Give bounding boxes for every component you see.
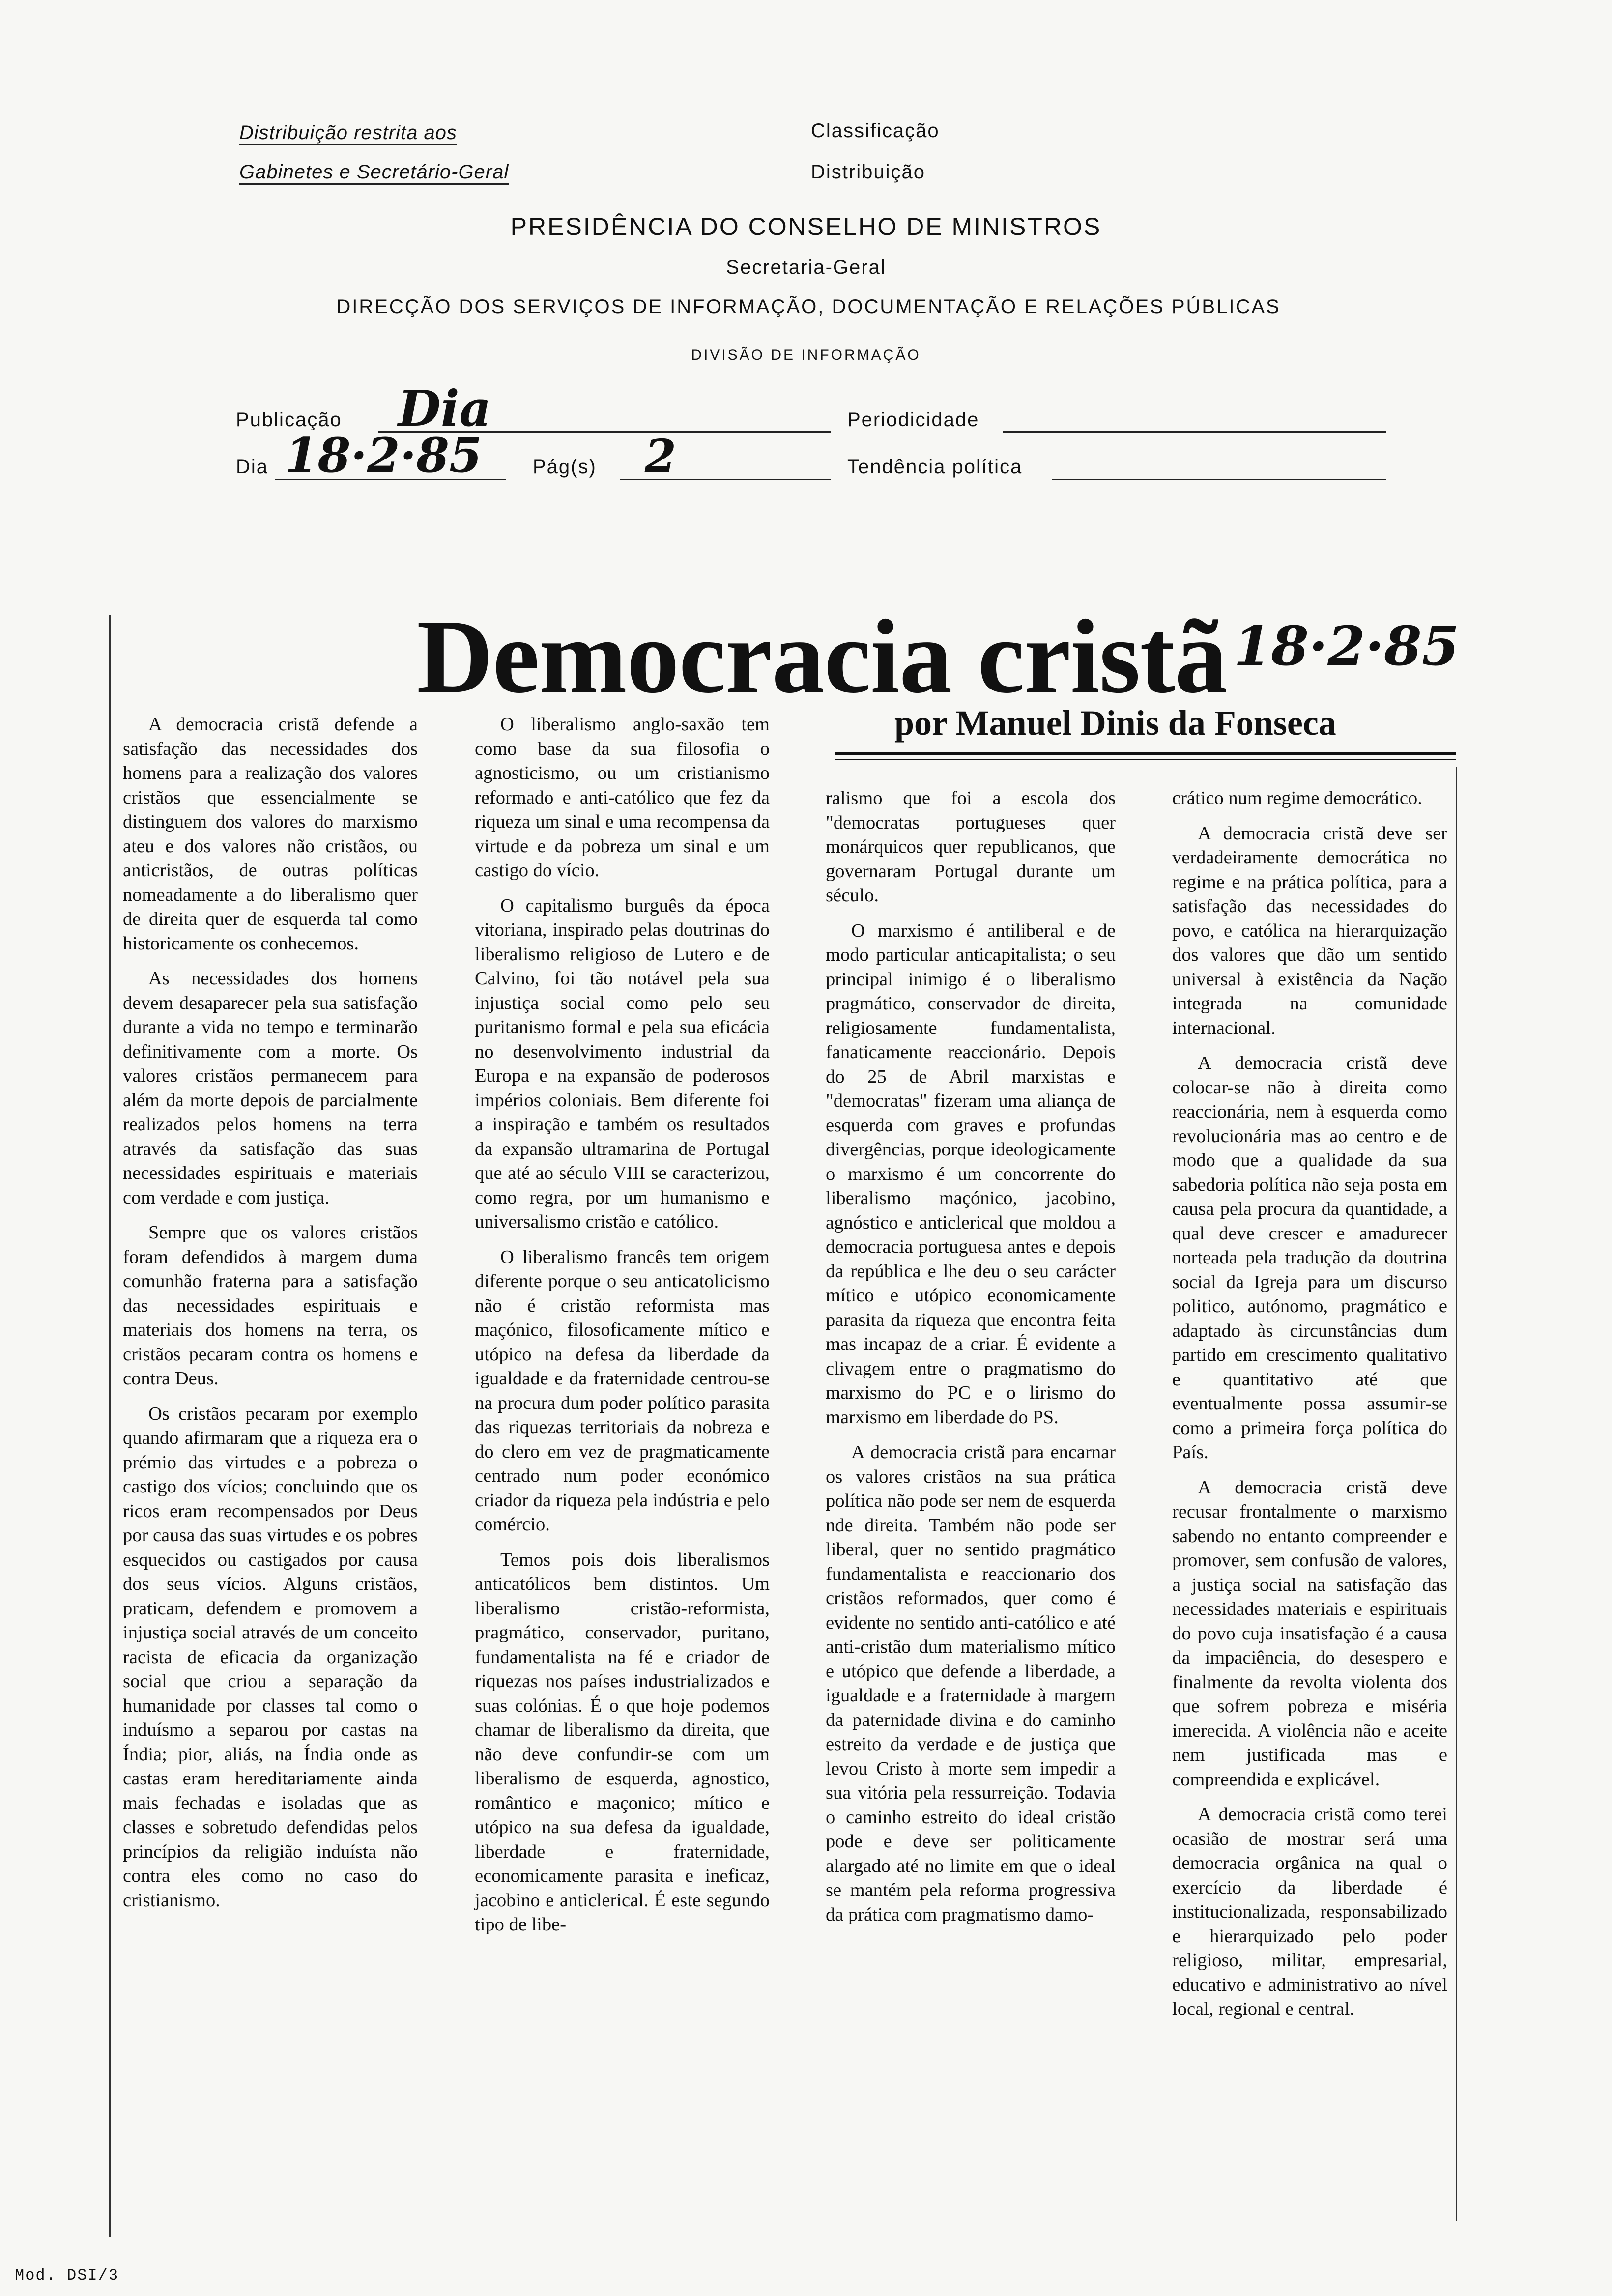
- paragraph: A democracia cristã como terei ocasião de mostrar será uma democracia orgânica na qual o exercício da liberdade é institucionalizada, responsabilizado e hierarquizado pelo poder religioso, militar, empresarial, educativo e administrativo ao nível local, regional e central.: [1172, 1804, 1447, 2019]
- restricted-distribution-line1: Distribuição restrita aos: [239, 122, 457, 145]
- paragraph: A democracia cristã deve recusar frontalmente o marxismo sabendo no entanto compreender e promover, sem confusão de valores, a justiça social na satisfação das necessidades materiais e espirituais do povo cuja insatisfação é a causa da impaciência, do desespero e finalmente da revolta violenta dos que sofrem pobreza e miséria imerecida. A violência não e aceite nem justificada mas e compreendida e explicável.: [1172, 1477, 1447, 1790]
- handwritten-date-note: 18·2·85: [1234, 614, 1460, 678]
- article-byline: por Manuel Dinis da Fonseca: [894, 703, 1336, 743]
- publication-field: [378, 379, 831, 437]
- restricted-distribution-line2: Gabinetes e Secretário-Geral: [239, 161, 509, 185]
- classification-label: Classificação: [811, 120, 940, 142]
- pages-value: 2: [645, 430, 677, 483]
- distribution-label: Distribuição: [811, 161, 925, 183]
- day-field: [275, 428, 506, 483]
- periodicity-field: [1003, 408, 1386, 433]
- paragraph: As necessidades dos homens devem desaparecer pela sua satisfação durante a vida no tempo e terminarão definitivamente com a morte. Os valores cristãos permanecem para além da morte depois de parcialmente realizados pelos homens na terra através da satisfação das suas necessidades espirituais e materiais com verdade e com justiça.: [123, 968, 418, 1208]
- paragraph: O liberalismo anglo-saxão tem como base da sua filosofia o agnosticismo, ou um cristianismo reformado e anti-católico que fez da riqueza um sinal e uma recompensa da virtude e da pobreza um sinal e um castigo do vício.: [475, 714, 770, 881]
- paragraph: A democracia cristã para encarnar os valores cristãos na sua prática política não pode ser nem de esquerda nde direita. Também não pode ser liberal, quer no sentido pragmático fundamentalista e reaccionario dos cristãos reformados, quer como é evidente no sentido anti-católico e até anti-cristão dum materialismo mítico e utópico que defende a liberdade, a igualdade e a fraternidade à margem da paternidade divina e do caminho estreito da verdade e de justiça que levou Cristo à morte sem impedir a sua vitória pela ressurreição. Todavia o caminho estreito do ideal cristão pode e deve ser politicamente alargado até no limite em que o ideal se mantém pela reforma progressiva da prática com pragmatismo damo-: [826, 1442, 1116, 1925]
- paragraph: O capitalismo burguês da época vitoriana, inspirado pelas doutrinas do liberalismo religioso de Lutero e de Calvino, foi tão notável pela sua injustiça social como pelo seu puritanismo formal e pela sua eficácia no desenvolvimento industrial da Europa e na expansão de poderosos impérios coloniais. Bem diferente foi a inspiração e também os resultados da expansão ultramarina de Portugal que até ao século VIII se caracterizou, como regra, por um humanismo e universalismo cristão e católico.: [475, 895, 770, 1232]
- paragraph: A democracia cristã deve colocar-se não à direita como reaccionária, nem à esquerda como revolucionária mas ao centro e de modo que a qualidade da sua sabedoria política não seja posta em causa pela procura da quantidade, a qual deve crescer e amadurecer norteada pela tradução da doutrina social da Igreja para um discurso politico, autónomo, pragmático e adaptado às circunstâncias dum partido em crescimento qualitativo e quantitativo até que eventualmente possa assumir-se como a primeira força política do País.: [1172, 1053, 1447, 1463]
- paragraph: O marxismo é antiliberal e de modo particular anticapitalista; o seu principal inimigo é o liberalismo pragmático, conservador de direita, religiosamente fundamentalista, fanaticamente reaccionário. Depois do 25 de Abril marxistas e "democratas" fizeram uma aliança de esquerda com graves e profundas divergências, porque ideologicamente o marxismo é um concorrente do liberalismo maçónico, jacobino, agnóstico e anticlerical que moldou a democracia portuguesa antes e depois da república e lhe deu o seu carácter mítico e utópico economicamente parasita da riqueza que encontra feita mas incapaz de a criar. É evidente a clivagem entre o pragmatismo do marxismo do PC e o lirismo do marxismo em liberdade do PS.: [826, 920, 1116, 1428]
- byline-rule-thick: [835, 752, 1456, 755]
- article-column-3: [826, 786, 1116, 1927]
- pages-label: Pág(s): [533, 456, 597, 478]
- day-value: 18·2·85: [285, 428, 482, 483]
- presidency-heading: PRESIDÊNCIA DO CONSELHO DE MINISTROS: [510, 213, 1102, 240]
- publication-label: Publicação: [236, 409, 342, 430]
- tendency-label: Tendência política: [847, 456, 1023, 478]
- tendency-field: [1052, 455, 1386, 480]
- pages-field: [620, 430, 831, 483]
- paragraph: A democracia cristã defende a satisfação das necessidades dos homens para a realização dos valores cristãos que essencialmente se distinguem dos valores do marxismo ateu e dos valores não cristãos, ou anticristãos, de outras políticas nomeadamente a do liberalismo quer de direita quer de esquerda tal como historicamente os conhecemos.: [123, 714, 418, 954]
- paragraph: O liberalismo francês tem origem diferente porque o seu anticatolicismo não é cristão reformista mas maçónico, filosoficamente mítico e utópico na defesa da liberdade da igualdade e da fraternidade centrou-se na procura dum poder político parasita das riquezas territoriais da nobreza e do clero em vez de pragmaticamente centrado num poder económico criador da riqueza pela indústria e pelo comércio.: [475, 1246, 770, 1535]
- left-border-rule: [109, 615, 111, 2237]
- paragraph: crático num regime democrático.: [1172, 788, 1422, 808]
- day-label: Dia: [236, 456, 269, 478]
- publication-value: Dia: [398, 379, 491, 437]
- paragraph: Temos pois dois liberalismos anticatólicos bem distintos. Um liberalismo cristão-reformista, pragmático, conservador, puritano, fundamentalista na fé e criador de riquezas nos países industrializados e suas colónias. É o que hoje podemos chamar de liberalismo da direita, que não deve confundir-se com um liberalismo de esquerda, agnostico, romântico e maçonico; mítico e utópico na sua defesa da igualdade, liberdade e fraternidade, economicamente parasita e ineficaz, jacobino e anticlerical. É este segundo tipo de libe-: [475, 1549, 770, 1935]
- paragraph: ralismo que foi a escola dos "democratas portugueses quer monárquicos quer republicanos, que governaram Portugal durante um século.: [826, 788, 1116, 906]
- paragraph: A democracia cristã deve ser verdadeiramente democrática no regime e na prática política, para a satisfação das necessidades do povo, e católica na hierarquização dos valores que dão um sentido universal à existência da Nação integrada na comunidade internacional.: [1172, 823, 1447, 1038]
- article-title: Democracia cristã: [417, 598, 1227, 715]
- division-heading: DIVISÃO DE INFORMAÇÃO: [691, 347, 921, 363]
- paragraph: Sempre que os valores cristãos foram defendidos à margem duma comunhão fraterna para a satisfação das necessidades espirituais e materiais dos homens na terra, os cristãos pecaram contra os homens e contra Deus.: [123, 1222, 418, 1389]
- article-column-4: [1172, 786, 1447, 2022]
- directorate-heading: DIRECÇÃO DOS SERVIÇOS DE INFORMAÇÃO, DOCUMENTAÇÃO E RELAÇÕES PÚBLICAS: [336, 296, 1281, 317]
- right-border-rule: [1456, 767, 1457, 2221]
- periodicity-label: Periodicidade: [847, 409, 979, 430]
- article-column-2: [475, 713, 770, 1937]
- secretariat-heading: Secretaria-Geral: [726, 257, 886, 278]
- article-column-1: [123, 713, 418, 1913]
- byline-rule-thin: [835, 759, 1456, 760]
- paragraph: Os cristãos pecaram por exemplo quando afirmaram que a riqueza era o prémio das virtudes e a pobreza o castigo dos vícios; concluindo que os ricos eram recompensados por Deus por causa das suas virtudes e os pobres esquecidos ou castigados por causa dos seus vícios. Alguns cristãos, praticam, defendem e promovem a injustiça social através de um conceito racista de eficacia da organização social que criou a separação da humanidade por classes tal como o induísmo a separou por castas na Índia; pior, aliás, na Índia onde as castas eram hereditariamente ainda mais fechadas e isoladas que as classes e sobretudo defendidas pelos princípios da religião induísta não contra eles como no caso do cristianismo.: [123, 1403, 418, 1911]
- form-code: Mod. DSI/3: [15, 2267, 119, 2285]
